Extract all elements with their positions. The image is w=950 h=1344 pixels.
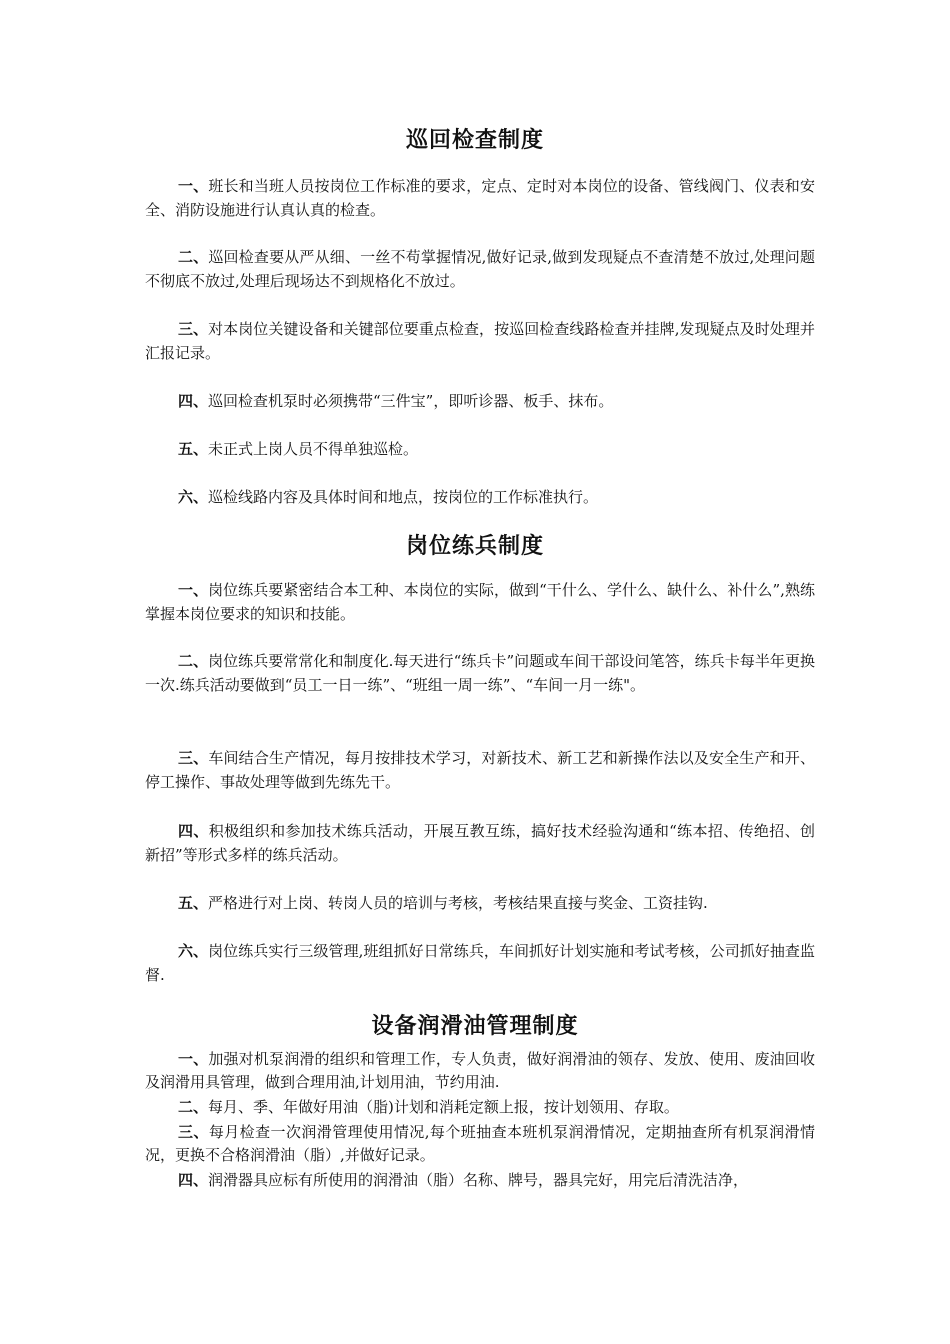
paragraph-text: 润滑器具应标有所使用的润滑油（脂）名称、牌号，器具完好，用完后清洗洁净， (208, 1171, 749, 1189)
paragraph-number: 三、 (178, 749, 209, 767)
paragraph-number: 四、 (178, 822, 209, 840)
paragraph-number: 二、 (178, 248, 209, 266)
paragraph-number: 一、 (178, 177, 209, 195)
paragraph-text: 岗位练兵实行三级管理,班组抓好日常练兵，车间抓好计划实施和考试考核，公司抓好抽查监督. (145, 942, 815, 984)
paragraph (145, 1096, 815, 1119)
paragraph-number: 五、 (178, 894, 209, 912)
paragraph-text: 未正式上岗人员不得单独巡检。 (208, 440, 419, 458)
paragraph-number: 二、 (178, 1098, 209, 1116)
paragraph-number: 二、 (178, 652, 209, 670)
paragraph (145, 1121, 815, 1167)
paragraph-text: 严格进行对上岗、转岗人员的培训与考核，考核结果直接与奖金、工资挂钩. (208, 894, 708, 912)
paragraph-number: 一、 (178, 581, 209, 599)
paragraph-text: 巡回检查要从严从细、一丝不苟掌握情况,做好记录,做到发现疑点不查清楚不放过,处理问题不彻底不放过,处理后现场达不到规格化不放过。 (145, 248, 815, 290)
paragraph (145, 1169, 815, 1192)
paragraph (145, 389, 815, 413)
paragraph (145, 746, 815, 794)
paragraph-text: 岗位练兵要紧密结合本工种、本岗位的实际，做到“干什么、学什么、缺什么、补什么”,熟练掌握本岗位要求的知识和技能。 (145, 581, 815, 623)
paragraph-text: 巡回检查机泵时必须携带“三件宝”，即听诊器、板手、抹布。 (208, 392, 614, 410)
paragraph (145, 578, 815, 626)
section-title: 巡回检查制度 (405, 128, 544, 153)
paragraph-number: 五、 (178, 440, 209, 458)
paragraph (145, 891, 815, 915)
paragraph-text: 车间结合生产情况，每月按排技术学习，对新技术、新工艺和新操作法以及安全生产和开、停工操作、事故处理等做到先练先干。 (145, 749, 815, 791)
paragraph (145, 174, 815, 222)
paragraph (145, 485, 815, 509)
paragraph-number: 三、 (178, 1123, 209, 1141)
paragraph (145, 1048, 815, 1094)
paragraph-number: 四、 (178, 1171, 209, 1189)
paragraph-text: 对本岗位关键设备和关键部位要重点检查，按巡回检查线路检查并挂牌,发现疑点及时处理并汇报记录。 (145, 320, 815, 362)
paragraph-text: 加强对机泵润滑的组织和管理工作，专人负责，做好润滑油的领存、发放、使用、废油回收及润滑用具管理，做到合理用油,计划用油，节约用油. (145, 1050, 815, 1091)
paragraph-text: 每月检查一次润滑管理使用情况,每个班抽查本班机泵润滑情况，定期抽查所有机泵润滑情况，更换不合格润滑油（脂）,并做好记录。 (145, 1123, 815, 1164)
paragraph-text: 巡检线路内容及具体时间和地点，按岗位的工作标准执行。 (208, 488, 599, 506)
paragraph (145, 819, 815, 867)
section-title: 岗位练兵制度 (405, 534, 544, 559)
paragraph (145, 437, 815, 461)
paragraph (145, 245, 815, 293)
paragraph-number: 一、 (178, 1050, 209, 1068)
paragraph-number: 四、 (178, 392, 209, 410)
paragraph (145, 939, 815, 987)
paragraph-text: 积极组织和参加技术练兵活动，开展互教互练，搞好技术经验沟通和“练本招、传绝招、创新招”等形式多样的练兵活动。 (145, 822, 815, 864)
paragraph-text: 班长和当班人员按岗位工作标准的要求，定点、定时对本岗位的设备、管线阀门、仪表和安全、消防设施进行认真认真的检查。 (145, 177, 815, 219)
section-title: 设备润滑油管理制度 (371, 1014, 579, 1039)
paragraph-text: 岗位练兵要常常化和制度化.每天进行“练兵卡”问题或车间干部设问笔答，练兵卡每半年更换一次.练兵活动要做到“员工一日一练”、“班组一周一练”、“车间一月一练"。 (145, 652, 815, 694)
paragraph-number: 六、 (178, 942, 209, 960)
paragraph (145, 649, 815, 697)
paragraph-number: 六、 (178, 488, 209, 506)
paragraph-text: 每月、季、年做好用油（脂)计划和消耗定额上报，按计划领用、存取。 (208, 1098, 679, 1116)
paragraph (145, 317, 815, 365)
paragraph-number: 三、 (178, 320, 209, 338)
